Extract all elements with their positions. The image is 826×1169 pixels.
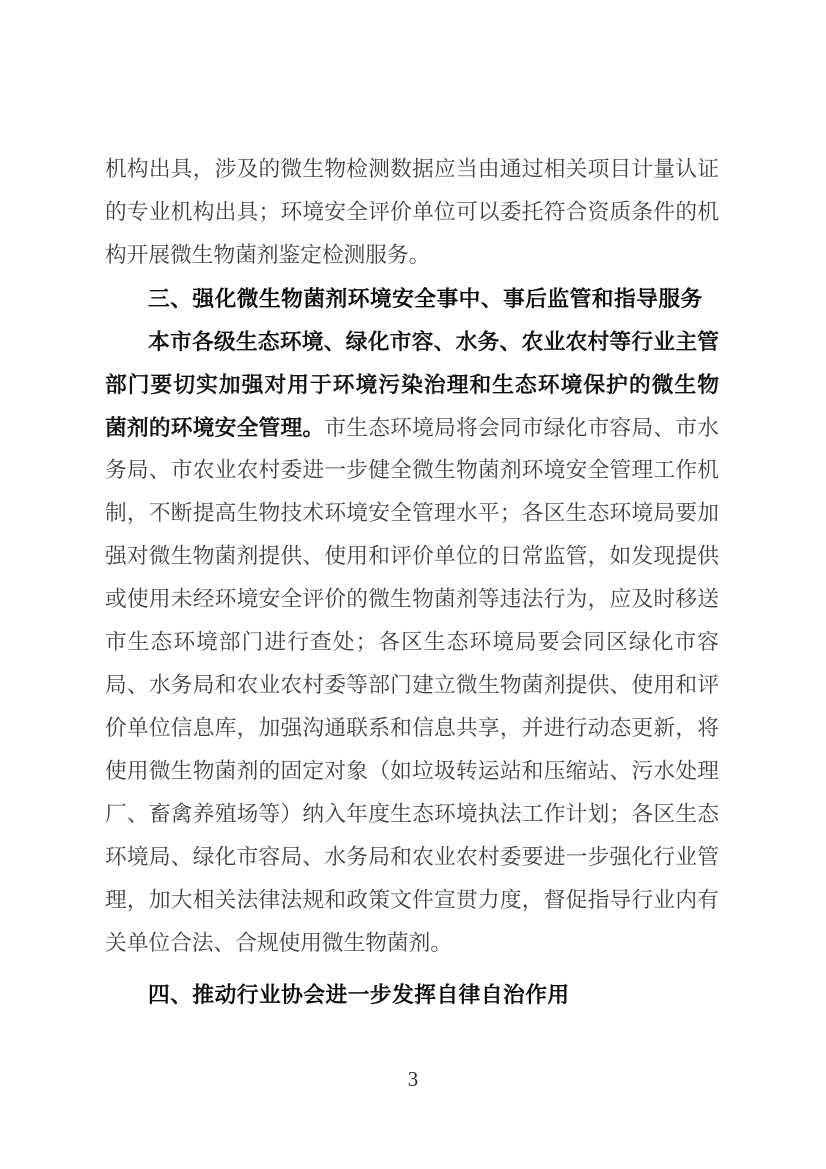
paragraph-line: 强对微生物菌剂提供、使用和评价单位的日常监管，如发现提供	[105, 544, 719, 568]
paragraph-line: 制，不断提高生物技术环境安全管理水平；各区生态环境局要加	[105, 501, 719, 525]
paragraph-line-bold: 部门要切实加强对用于环境污染治理和生态环境保护的微生物	[105, 372, 719, 397]
paragraph-line: 使用微生物菌剂的固定对象（如垃圾转运站和压缩站、污水处理	[105, 759, 719, 783]
paragraph-line: 厂、畜禽养殖场等）纳入年度生态环境执法工作计划；各区生态	[105, 802, 719, 826]
paragraph-line: 理，加大相关法律法规和政策文件宣贯力度，督促指导行业内有	[105, 888, 719, 912]
paragraph-line: 或使用未经环境安全评价的微生物菌剂等违法行为，应及时移送	[105, 587, 719, 611]
bold-lead-text: 菌剂的环境安全管理。	[105, 415, 325, 440]
paragraph-line: 务局、市农业农村委进一步健全微生物菌剂环境安全管理工作机	[105, 458, 719, 482]
paragraph-line: 关单位合法、合规使用微生物菌剂。	[105, 931, 453, 955]
section-4-heading: 四、推动行业协会进一步发挥自律自治作用	[148, 982, 570, 1007]
paragraph-line: 市生态环境部门进行查处；各区生态环境局要会同区绿化市容	[105, 630, 719, 654]
paragraph-line: 环境局、绿化市容局、水务局和农业农村委要进一步强化行业管	[105, 845, 719, 869]
body-text: 市生态环境局将会同市绿化市容局、市水	[324, 416, 719, 440]
paragraph-line-mixed	[105, 406, 719, 449]
document-body	[105, 148, 719, 1016]
paragraph-line: 价单位信息库，加强沟通联系和信息共享，并进行动态更新，将	[105, 716, 719, 740]
paragraph-line: 机构出具，涉及的微生物检测数据应当由通过相关项目计量认证	[105, 157, 719, 181]
paragraph-line: 构开展微生物菌剂鉴定检测服务。	[105, 243, 431, 267]
paragraph-line-bold: 本市各级生态环境、绿化市容、水务、农业农村等行业主管	[148, 329, 719, 354]
paragraph-line: 局、水务局和农业农村委等部门建立微生物菌剂提供、使用和评	[105, 673, 719, 697]
page-number: 3	[407, 1067, 419, 1091]
section-3-heading: 三、强化微生物菌剂环境安全事中、事后监管和指导服务	[148, 286, 703, 311]
paragraph-line: 的专业机构出具；环境安全评价单位可以委托符合资质条件的机	[105, 200, 719, 224]
